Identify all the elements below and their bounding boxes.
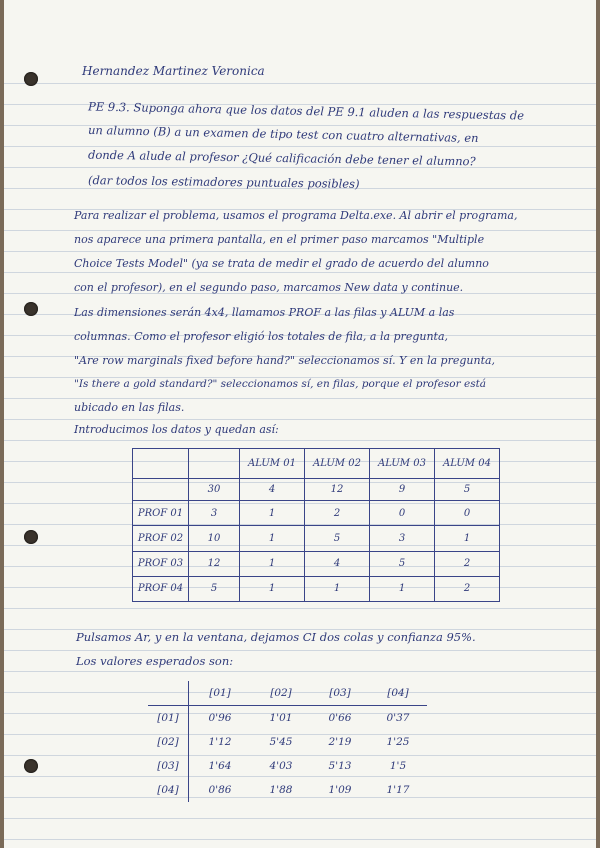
table-row	[148, 730, 427, 754]
page-top-margin	[4, 0, 596, 60]
table-cell: 5'45	[269, 736, 293, 748]
answer-line: "Is there a gold standard?" seleccionamos sí, en filas, porque el profesor está	[74, 378, 487, 390]
table-cell: 0'37	[386, 712, 410, 724]
table-cell: 1'88	[269, 784, 293, 796]
answer-line: Para realizar el problema, usamos el programa Delta.exe. Al abrir el programa,	[74, 209, 518, 222]
table-cell: 0	[370, 501, 435, 526]
row-total: 5	[189, 576, 240, 601]
table-cell: 2	[305, 501, 370, 526]
table-cell: 4	[305, 551, 370, 576]
row-label: [02]	[148, 730, 189, 754]
problem-line: (dar todos los estimadores puntuales posibles)	[87, 173, 360, 191]
answer-line: Introducimos los datos y quedan así:	[74, 423, 279, 436]
table-cell: 3	[370, 526, 435, 551]
row-total: 3	[189, 501, 240, 526]
table-cell: 0'86	[208, 784, 232, 796]
table-row	[148, 778, 427, 802]
column-header: ALUM 03	[370, 449, 435, 479]
table-cell: 1'09	[328, 784, 352, 796]
column-total: 9	[370, 479, 435, 501]
column-total: 5	[435, 479, 500, 501]
row-label: PROF 04	[133, 576, 189, 601]
table-header-row	[148, 681, 427, 706]
answer-line: nos aparece una primera pantalla, en el primer paso marcamos "Multiple	[74, 233, 485, 246]
table-cell: 1'17	[386, 784, 410, 796]
table-header-row	[133, 449, 500, 479]
table-cell: 5'13	[328, 760, 352, 772]
answer-line: columnas. Como el profesor eligió los totales de fila, a la pregunta,	[74, 330, 449, 343]
binder-hole	[24, 302, 38, 316]
table-corner-cell	[189, 449, 240, 479]
row-label: [03]	[148, 754, 189, 778]
table-row	[133, 501, 500, 526]
table-corner-cell	[133, 449, 189, 479]
grand-total: 30	[189, 479, 240, 501]
answer-line: Choice Tests Model" (ya se trata de medir el grado de acuerdo del alumno	[74, 257, 489, 270]
binder-hole	[24, 530, 38, 544]
table-cell: 1'5	[389, 760, 407, 772]
column-header: ALUM 01	[240, 449, 305, 479]
problem-line: donde A alude al profesor ¿Qué calificación debe tener el alumno?	[87, 147, 476, 169]
answer-line: "Are row marginals fixed before hand?" seleccionamos sí. Y en la pregunta,	[74, 354, 496, 367]
table-cell: 0'96	[208, 712, 232, 724]
column-header: ALUM 04	[435, 449, 500, 479]
table-cell: 1	[370, 576, 435, 601]
table-cell: 0'66	[328, 712, 352, 724]
table-cell: 5	[370, 551, 435, 576]
row-total: 12	[189, 551, 240, 576]
expected-values-table	[148, 681, 427, 802]
table-cell: 0	[435, 501, 500, 526]
after-line: Los valores esperados son:	[76, 654, 234, 668]
row-label: [01]	[148, 706, 189, 731]
table-row	[148, 706, 427, 731]
column-header: [03]	[311, 681, 369, 706]
table-cell: 2	[435, 576, 500, 601]
table-cell: 1	[435, 526, 500, 551]
column-header: [01]	[189, 681, 252, 706]
row-label: PROF 01	[133, 501, 189, 526]
answer-line: con el profesor), en el segundo paso, marcamos New data y continue.	[74, 281, 464, 294]
table-cell: 1'64	[208, 760, 232, 772]
table-cell: 2	[435, 551, 500, 576]
column-total: 4	[240, 479, 305, 501]
student-name: Hernandez Martinez Veronica	[82, 64, 265, 78]
table-cell: 1	[240, 526, 305, 551]
table-cell: 2'19	[328, 736, 352, 748]
column-header: [02]	[251, 681, 311, 706]
answer-line: Las dimensiones serán 4x4, llamamos PROF a las filas y ALUM a las	[74, 306, 455, 319]
table-cell: 1	[240, 501, 305, 526]
after-line: Pulsamos Ar, y en la ventana, dejamos CI dos colas y confianza 95%.	[76, 630, 476, 644]
binder-hole	[24, 759, 38, 773]
table-row	[133, 576, 500, 601]
column-total: 12	[305, 479, 370, 501]
binder-hole	[24, 72, 38, 86]
table-cell: 1	[240, 576, 305, 601]
row-total: 10	[189, 526, 240, 551]
observed-frequencies-table	[132, 448, 500, 602]
table-row	[133, 551, 500, 576]
problem-line: un alumno (B) a un examen de tipo test con cuatro alternativas, en	[87, 122, 479, 146]
row-label: PROF 02	[133, 526, 189, 551]
row-label: PROF 03	[133, 551, 189, 576]
table-cell: 1	[240, 551, 305, 576]
problem-line: PE 9.3. Suponga ahora que los datos del PE 9.1 aluden a las respuestas de	[87, 99, 525, 123]
table-cell: 1'25	[386, 736, 410, 748]
row-label: [04]	[148, 778, 189, 802]
table-corner-cell	[133, 479, 189, 501]
column-header: ALUM 02	[305, 449, 370, 479]
table-cell: 4'03	[269, 760, 293, 772]
table-cell: 5	[305, 526, 370, 551]
answer-line: ubicado en las filas.	[74, 401, 185, 414]
column-header: [04]	[369, 681, 427, 706]
table-cell: 1'01	[269, 712, 293, 724]
table-row	[148, 754, 427, 778]
table-corner-cell	[148, 681, 189, 706]
table-row	[133, 526, 500, 551]
totals-row	[133, 479, 500, 501]
table-cell: 1	[305, 576, 370, 601]
table-cell: 1'12	[208, 736, 232, 748]
